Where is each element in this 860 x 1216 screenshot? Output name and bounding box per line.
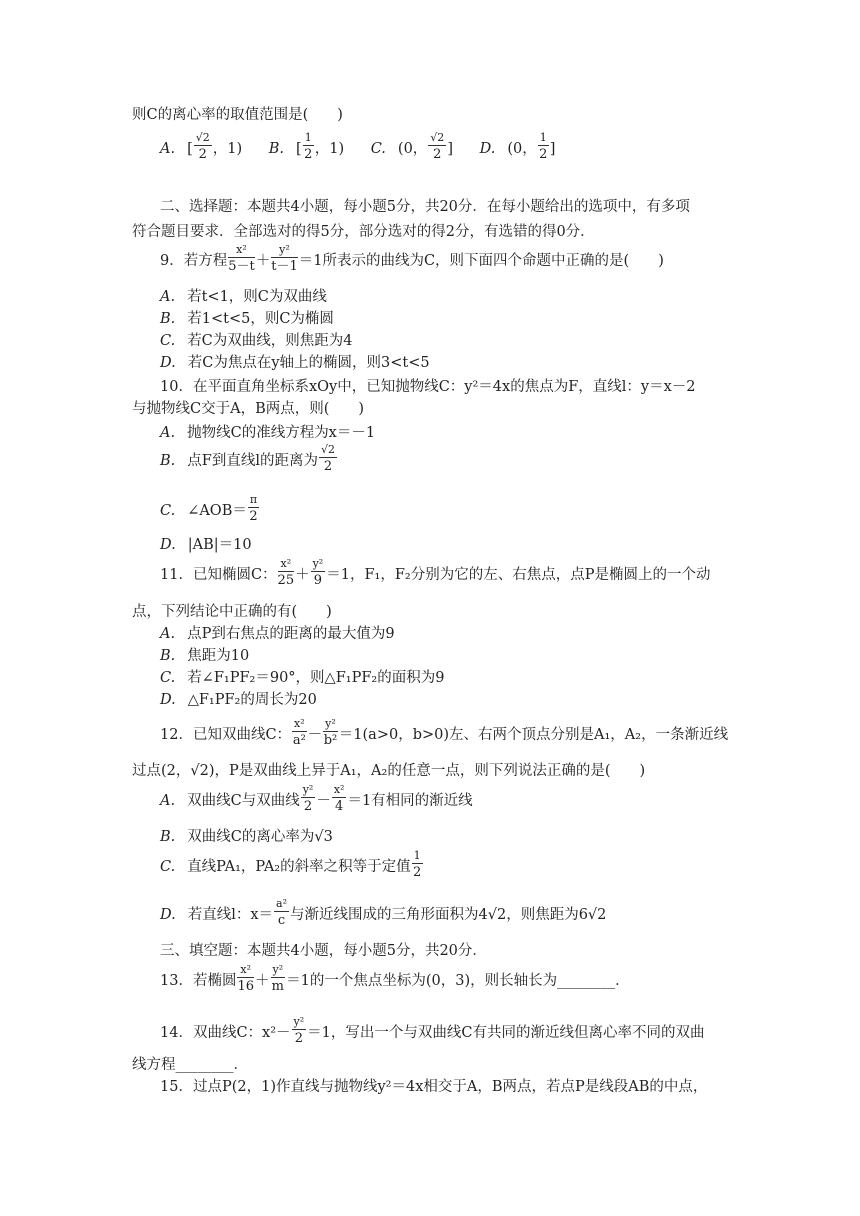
q12-option-b bbox=[160, 830, 333, 845]
fraction bbox=[412, 850, 423, 880]
denominator: 16 bbox=[237, 979, 254, 995]
q14-stem-cont bbox=[132, 1058, 248, 1073]
text: 点F到直线l的距离为 bbox=[187, 453, 318, 470]
text: ＝1(a>0，b>0)左、右两个顶点分别是A₁，A₂，一条渐近线 bbox=[338, 727, 729, 744]
text: 直线PA₁，PA₂的斜率之积等于定值 bbox=[187, 859, 411, 876]
q9-option-d bbox=[160, 356, 430, 371]
fraction bbox=[538, 132, 549, 162]
option-letter: B. bbox=[160, 648, 176, 664]
text: － bbox=[316, 793, 331, 810]
text: ＝1的一个焦点坐标为(0，3)，则长轴长为________． bbox=[286, 973, 630, 990]
fraction bbox=[323, 718, 338, 748]
option-letter: A. bbox=[160, 425, 176, 441]
numerator: √2 bbox=[319, 444, 337, 458]
q9-option-c bbox=[160, 334, 353, 349]
denominator: 2 bbox=[198, 147, 207, 163]
text: 二、选择题：本题共4小题，每小题5分，共20分．在每小题给出的选项中，有多项 bbox=[160, 199, 690, 215]
text: 双曲线C的离心率为√3 bbox=[187, 829, 333, 845]
denominator: 2 bbox=[323, 459, 333, 475]
numerator: π bbox=[248, 494, 259, 508]
fraction bbox=[303, 132, 314, 162]
fraction bbox=[319, 444, 337, 474]
text: ] bbox=[549, 141, 556, 158]
fraction bbox=[248, 494, 259, 524]
section-2-heading bbox=[160, 200, 690, 215]
text: 双曲线C与双曲线 bbox=[187, 793, 300, 810]
text: 13．若椭圆 bbox=[160, 973, 237, 990]
numerator: x² bbox=[237, 964, 254, 978]
denominator: m bbox=[271, 979, 284, 995]
text: |AB|＝10 bbox=[187, 537, 252, 553]
denominator: a² bbox=[292, 733, 306, 749]
q10-option-b bbox=[160, 443, 338, 476]
text: 9．若方程 bbox=[160, 253, 228, 270]
text: ＝1所表示的曲线为C，则下面四个命题中正确的是( ) bbox=[298, 253, 664, 270]
q9-option-a bbox=[160, 290, 327, 305]
text: ] bbox=[447, 141, 453, 158]
q11-stem-cont bbox=[132, 605, 332, 620]
numerator: x² bbox=[332, 784, 347, 798]
text: 若C为焦点在y轴上的椭圆，则3<t<5 bbox=[187, 355, 430, 371]
fraction bbox=[292, 1016, 307, 1046]
denominator: 2 bbox=[412, 865, 422, 881]
q11-option-b bbox=[160, 649, 249, 664]
text: 12．已知双曲线C： bbox=[160, 727, 292, 744]
fraction bbox=[228, 244, 255, 274]
text: 若∠F₁PF₂＝90°，则△F₁PF₂的面积为9 bbox=[187, 670, 445, 686]
text: △F₁PF₂的周长为20 bbox=[187, 692, 317, 708]
numerator: 1 bbox=[538, 132, 549, 146]
denominator: c bbox=[277, 913, 286, 929]
text: 抛物线C的准线方程为x＝－1 bbox=[187, 425, 376, 441]
text: 若直线l：x＝ bbox=[187, 907, 274, 924]
text: ＋ bbox=[255, 253, 271, 270]
text: 符合题目要求．全部选对的得5分，部分选对的得2分，有选错的得0分． bbox=[132, 224, 595, 240]
text: (0， bbox=[507, 141, 537, 158]
fraction bbox=[428, 132, 446, 162]
numerator: √2 bbox=[428, 132, 446, 146]
numerator: y² bbox=[323, 718, 338, 732]
numerator: y² bbox=[271, 244, 298, 258]
option-letter: C. bbox=[160, 670, 176, 686]
fraction bbox=[292, 718, 307, 748]
q12-option-a bbox=[160, 783, 473, 816]
fraction bbox=[274, 898, 289, 928]
numerator: x² bbox=[278, 558, 295, 572]
numerator: y² bbox=[311, 558, 326, 572]
fraction bbox=[194, 132, 212, 162]
text: 焦距为10 bbox=[187, 648, 250, 664]
q12-stem bbox=[160, 717, 729, 750]
option-letter: D. bbox=[160, 692, 176, 708]
q10-option-c bbox=[160, 493, 260, 526]
numerator: √2 bbox=[194, 132, 212, 146]
option-letter: D. bbox=[160, 537, 176, 553]
numerator: 1 bbox=[412, 850, 423, 864]
text: 三、填空题：本题共4小题，每小题5分，共20分． bbox=[160, 943, 487, 959]
q11-option-d bbox=[160, 693, 317, 708]
option-letter: B. bbox=[160, 453, 176, 470]
section-2-heading-cont bbox=[132, 225, 595, 240]
text: 点，下列结论中正确的有( ) bbox=[132, 604, 332, 620]
text: 若t<1，则C为双曲线 bbox=[187, 289, 327, 305]
numerator: a² bbox=[274, 898, 289, 912]
option-letter: A. bbox=[160, 793, 176, 810]
q12-option-c bbox=[160, 849, 424, 882]
text: [ bbox=[296, 141, 302, 158]
q15-stem bbox=[160, 1080, 707, 1095]
text: 与抛物线C交于A，B两点，则( ) bbox=[132, 401, 365, 417]
text: ＝1，写出一个与双曲线C有共同的渐近线但离心率不同的双曲 bbox=[307, 1025, 705, 1042]
text: 与渐近线围成的三角形面积为4√2，则焦距为6√2 bbox=[290, 907, 607, 924]
text: ＝1，F₁，F₂分别为它的左、右焦点，点P是椭圆上的一个动 bbox=[326, 567, 711, 584]
text: 点P到右焦点的距离的最大值为9 bbox=[187, 626, 395, 642]
text: 若1<t<5，则C为椭圆 bbox=[187, 311, 334, 327]
q9-option-b bbox=[160, 312, 334, 327]
denominator: 2 bbox=[249, 509, 258, 525]
numerator: y² bbox=[301, 784, 316, 798]
fraction bbox=[271, 244, 298, 274]
fraction bbox=[271, 964, 286, 994]
text: 则C的离心率的取值范围是( ) bbox=[132, 107, 343, 123]
text: 过点(2，√2)，P是双曲线上异于A₁，A₂的任意一点，则下列说法正确的是( ) bbox=[132, 763, 646, 779]
text: 10．在平面直角坐标系xOy中，已知抛物线C：y²＝4x的焦点为F，直线l：y＝x－2 bbox=[160, 379, 696, 395]
denominator: 4 bbox=[335, 799, 344, 815]
q8-stem-tail bbox=[132, 108, 343, 123]
option-letter: C. bbox=[160, 333, 176, 349]
denominator: 2 bbox=[304, 147, 313, 163]
q10-option-a bbox=[160, 426, 375, 441]
option-letter: A. bbox=[160, 626, 176, 642]
denominator: 2 bbox=[433, 147, 442, 163]
q10-option-d bbox=[160, 538, 252, 553]
q12-option-d bbox=[160, 897, 607, 930]
section-3-heading bbox=[160, 944, 487, 959]
denominator: 25 bbox=[277, 573, 295, 589]
fraction bbox=[237, 964, 254, 994]
text: [ bbox=[187, 141, 193, 158]
option-letter: D. bbox=[479, 141, 496, 158]
q11-option-a bbox=[160, 627, 395, 642]
denominator: 2 bbox=[539, 147, 548, 163]
numerator: x² bbox=[228, 244, 255, 258]
text: ∠AOB＝ bbox=[187, 503, 247, 520]
option-letter: C. bbox=[160, 859, 176, 876]
q12-stem-cont bbox=[132, 764, 645, 779]
text: (0， bbox=[397, 141, 428, 158]
text: ＝1有相同的渐近线 bbox=[347, 793, 473, 810]
fraction bbox=[278, 558, 295, 588]
numerator: 1 bbox=[303, 132, 314, 146]
option-letter: C. bbox=[160, 503, 176, 520]
q10-stem bbox=[160, 380, 696, 395]
q11-option-c bbox=[160, 671, 444, 686]
fraction bbox=[301, 784, 316, 814]
option-letter: B. bbox=[160, 311, 176, 327]
q8-options bbox=[160, 131, 556, 164]
q14-stem bbox=[160, 1015, 705, 1048]
q9-stem bbox=[160, 243, 664, 276]
text: ＋ bbox=[255, 973, 270, 990]
denominator: 2 bbox=[294, 1031, 303, 1047]
text: 若C为双曲线，则焦距为4 bbox=[187, 333, 353, 349]
option-letter: D. bbox=[160, 907, 176, 924]
fraction bbox=[311, 558, 326, 588]
fraction bbox=[332, 784, 347, 814]
numerator: y² bbox=[271, 964, 286, 978]
numerator: y² bbox=[292, 1016, 307, 1030]
option-letter: B. bbox=[268, 141, 285, 158]
option-letter: A. bbox=[160, 141, 176, 158]
text: 14．双曲线C：x²－ bbox=[160, 1025, 291, 1042]
q11-stem bbox=[160, 557, 711, 590]
q10-stem-cont bbox=[132, 402, 364, 417]
text: 11．已知椭圆C： bbox=[160, 567, 277, 584]
text: 15．过点P(2，1)作直线与抛物线y²＝4x相交于A，B两点，若点P是线段AB的中点， bbox=[160, 1079, 708, 1095]
q13-stem bbox=[160, 963, 630, 996]
denominator: 5－t bbox=[228, 259, 255, 275]
option-letter: D. bbox=[160, 355, 176, 371]
text: － bbox=[307, 727, 323, 744]
option-letter: A. bbox=[160, 289, 176, 305]
numerator: x² bbox=[292, 718, 307, 732]
option-letter: C. bbox=[370, 141, 386, 158]
denominator: b² bbox=[323, 733, 338, 749]
text: 线方程________． bbox=[132, 1057, 248, 1073]
denominator: t－1 bbox=[271, 259, 298, 275]
text: ＋ bbox=[295, 567, 310, 584]
denominator: 9 bbox=[313, 573, 323, 589]
denominator: 2 bbox=[303, 799, 313, 815]
option-letter: B. bbox=[160, 829, 176, 845]
text: ，1) bbox=[314, 141, 345, 158]
text: ，1) bbox=[212, 141, 243, 158]
